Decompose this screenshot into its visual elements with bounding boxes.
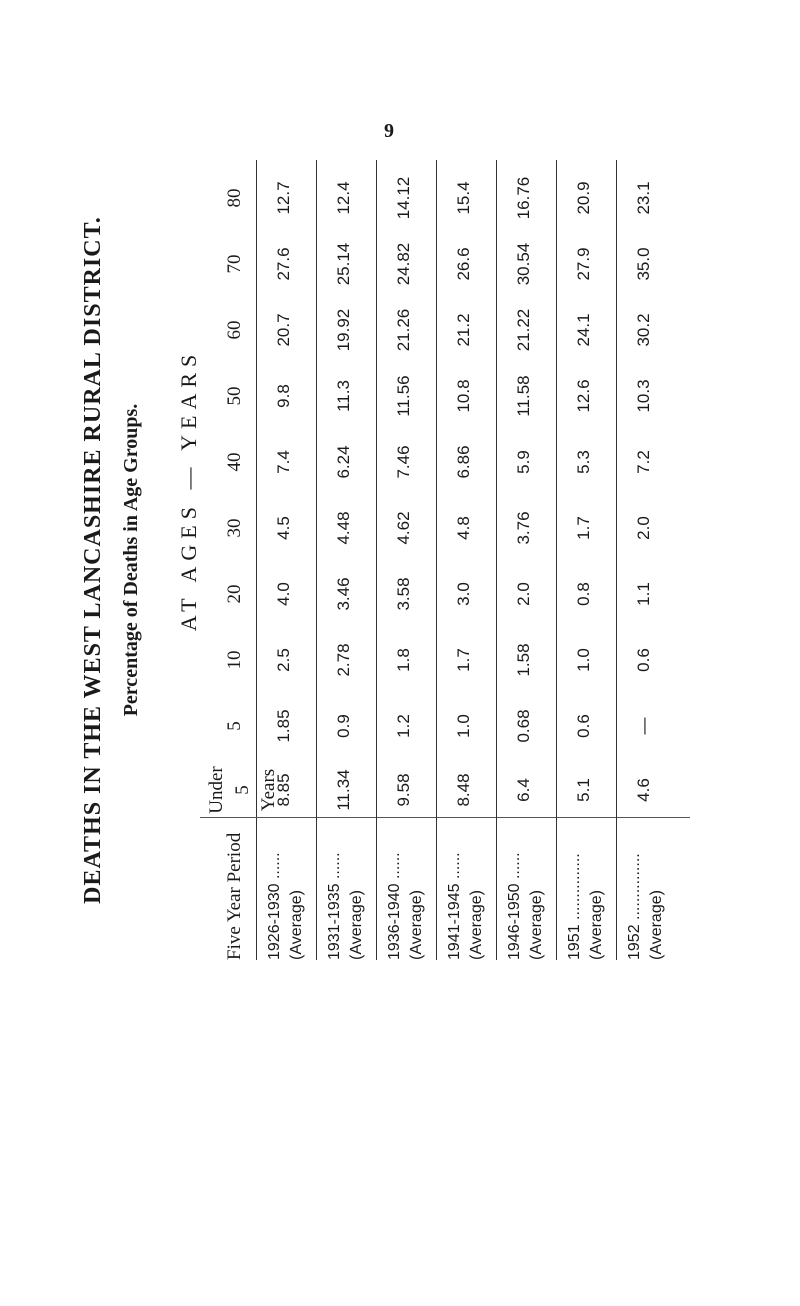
value-cell: 20.9 xyxy=(574,181,593,215)
value-cell: 8.85 xyxy=(274,773,293,807)
row-rule xyxy=(316,160,317,960)
table-row xyxy=(320,160,376,960)
value-cell: 9.8 xyxy=(274,384,293,408)
value-cell: 24.1 xyxy=(574,313,593,347)
value-cell: 1.85 xyxy=(274,709,293,743)
value-cell: 4.6 xyxy=(634,778,653,802)
value-cell: 1.1 xyxy=(634,582,653,606)
age-column-heading: 80 xyxy=(224,188,245,208)
value-cell: 12.6 xyxy=(574,379,593,413)
age-column-heading: 40 xyxy=(224,452,245,472)
row-rule xyxy=(376,160,377,960)
value-cell: 16.76 xyxy=(514,176,533,220)
value-cell: 4.0 xyxy=(274,582,293,606)
age-column-heading: 20 xyxy=(224,584,245,604)
row-rule xyxy=(496,160,497,960)
ages-heading: AT AGES — YEARS xyxy=(176,348,201,632)
period-cell: 1951 ............... (Average) xyxy=(566,853,605,960)
value-cell: 3.46 xyxy=(334,577,353,611)
value-cell: 24.82 xyxy=(394,242,413,286)
value-cell: 1.7 xyxy=(574,516,593,540)
value-cell: 10.8 xyxy=(454,379,473,413)
value-cell: 30.2 xyxy=(634,313,653,347)
value-cell: 19.92 xyxy=(334,308,353,352)
table-row xyxy=(500,160,556,960)
value-cell: 14.12 xyxy=(394,176,413,220)
value-cell: 5.9 xyxy=(514,450,533,474)
table-subtitle: Percentage of Deaths in Age Groups. xyxy=(120,403,142,717)
value-cell: 30.54 xyxy=(514,242,533,286)
value-cell: 23.1 xyxy=(634,181,653,215)
value-cell: 1.0 xyxy=(574,648,593,672)
value-cell: 4.48 xyxy=(334,511,353,545)
age-column-heading: 60 xyxy=(224,320,245,340)
value-cell: 11.3 xyxy=(334,380,353,412)
value-cell: 4.8 xyxy=(454,516,473,540)
value-cell: 21.22 xyxy=(514,308,533,352)
value-cell: 20.7 xyxy=(274,313,293,347)
age-column-heading: 5 xyxy=(224,721,245,731)
value-cell: — xyxy=(634,717,653,735)
table-row xyxy=(440,160,496,960)
value-cell: 7.4 xyxy=(274,450,293,474)
table-row xyxy=(260,160,316,960)
value-cell: 3.58 xyxy=(394,577,413,611)
value-cell: 7.46 xyxy=(394,445,413,479)
age-column-heading: 50 xyxy=(224,386,245,406)
value-cell: 4.62 xyxy=(394,511,413,545)
value-cell: 12.4 xyxy=(334,181,353,215)
value-cell: 11.34 xyxy=(334,769,353,811)
value-cell: 7.2 xyxy=(634,450,653,474)
period-cell: 1936-1940 ...... (Average) xyxy=(386,852,425,960)
row-rule xyxy=(436,160,437,960)
value-cell: 1.0 xyxy=(454,714,473,738)
value-cell: 27.9 xyxy=(574,247,593,281)
value-cell: 27.6 xyxy=(274,247,293,281)
under5-heading-line1: Under 5 xyxy=(206,766,253,814)
value-cell: 0.6 xyxy=(574,714,593,738)
value-cell: 4.5 xyxy=(274,516,293,540)
value-cell: 21.26 xyxy=(394,308,413,352)
value-cell: 1.8 xyxy=(394,648,413,672)
value-cell: 11.58 xyxy=(514,375,533,417)
age-column-heading: 30 xyxy=(224,518,245,538)
value-cell: 11.56 xyxy=(394,375,413,417)
period-cell: 1941-1945 ...... (Average) xyxy=(446,852,485,960)
value-cell: 6.24 xyxy=(334,445,353,479)
value-cell: 25.14 xyxy=(334,242,353,286)
value-cell: 0.9 xyxy=(334,714,353,738)
header-rule xyxy=(256,160,257,960)
period-cell: 1926-1930 ...... (Average) xyxy=(266,852,305,960)
under5-heading-line2: Years xyxy=(258,768,279,812)
value-cell: 3.0 xyxy=(454,582,473,606)
period-cell: 1946-1950 ...... (Average) xyxy=(506,852,545,960)
table-row xyxy=(380,160,436,960)
value-cell: 0.8 xyxy=(574,582,593,606)
value-cell: 12.7 xyxy=(274,181,293,215)
value-cell: 26.6 xyxy=(454,247,473,281)
value-cell: 2.5 xyxy=(274,648,293,672)
row-rule xyxy=(556,160,557,960)
value-cell: 6.86 xyxy=(454,445,473,479)
value-cell: 5.1 xyxy=(574,778,593,802)
value-cell: 8.48 xyxy=(454,773,473,807)
value-cell: 0.6 xyxy=(634,648,653,672)
value-cell: 6.4 xyxy=(514,778,533,802)
age-column-heading: 70 xyxy=(224,254,245,274)
value-cell: 1.2 xyxy=(394,714,413,738)
value-cell: 0.68 xyxy=(514,709,533,743)
page-number: 9 xyxy=(384,120,394,142)
value-cell: 2.0 xyxy=(514,582,533,606)
value-cell: 1.7 xyxy=(454,648,473,672)
value-cell: 1.58 xyxy=(514,643,533,677)
value-cell: 2.0 xyxy=(634,516,653,540)
value-cell: 35.0 xyxy=(634,247,653,281)
age-column-heading: 10 xyxy=(224,650,245,670)
value-cell: 3.76 xyxy=(514,511,533,545)
value-cell: 5.3 xyxy=(574,450,593,474)
row-rule xyxy=(616,160,617,960)
value-cell: 10.3 xyxy=(634,379,653,413)
table-row xyxy=(620,160,676,960)
value-cell: 21.2 xyxy=(454,313,473,347)
value-cell: 15.4 xyxy=(454,181,473,215)
rotated-table-sheet xyxy=(80,160,690,960)
period-cell: 1931-1935 ...... (Average) xyxy=(326,852,365,960)
value-cell: 2.78 xyxy=(334,643,353,677)
value-cell: 9.58 xyxy=(394,773,413,807)
period-cell: 1952 ............... (Average) xyxy=(626,853,665,960)
table-row xyxy=(560,160,616,960)
period-column-heading: Five Year Period xyxy=(224,832,245,960)
table-title: DEATHS IN THE WEST LANCASHIRE RURAL DISTRICT. xyxy=(80,216,106,904)
